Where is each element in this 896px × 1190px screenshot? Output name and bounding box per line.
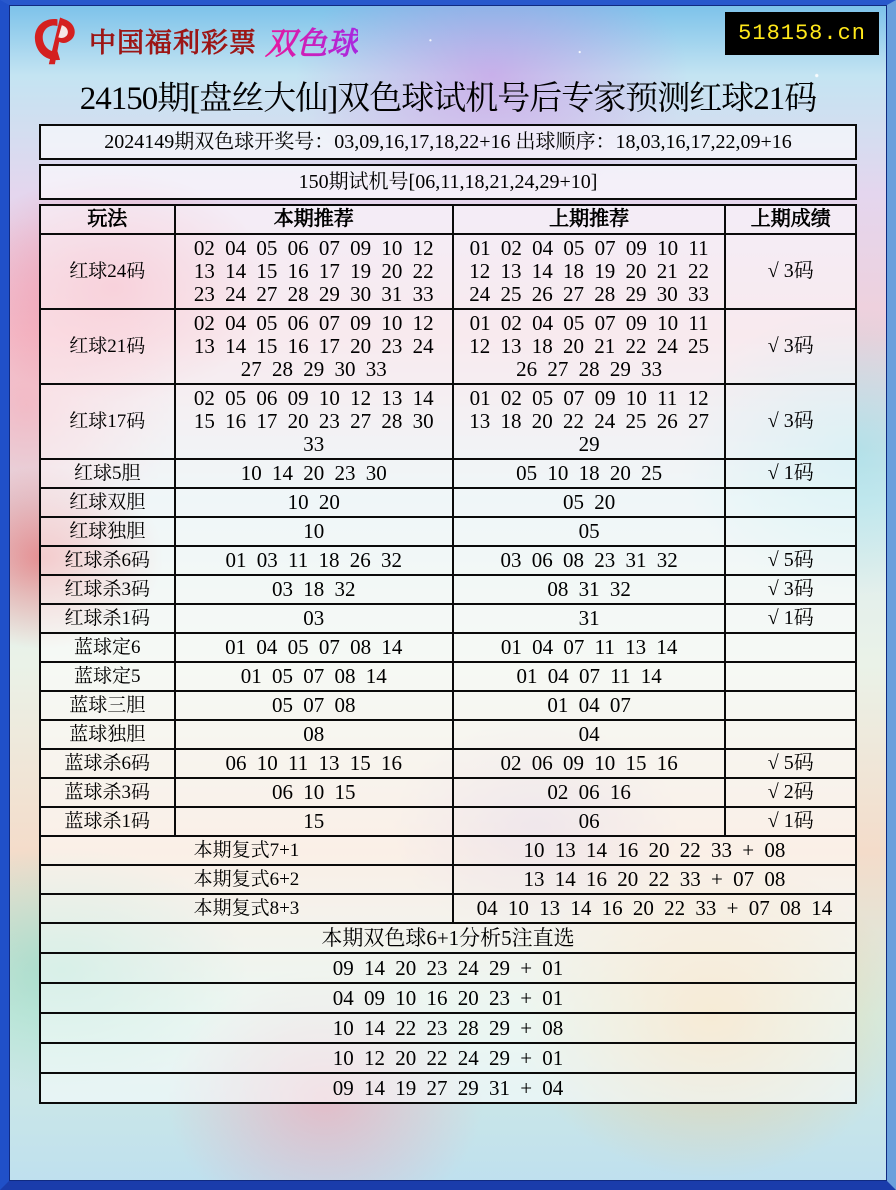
play-type-cell: 红球24码 <box>40 234 175 309</box>
table-row <box>40 459 856 488</box>
prediction-table <box>39 204 857 1104</box>
previous-cell: 04 <box>453 720 726 749</box>
table-header-row <box>40 205 856 234</box>
play-type-cell: 蓝球杀1码 <box>40 807 175 836</box>
play-type-cell: 蓝球独胆 <box>40 720 175 749</box>
column-header-result: 上期成绩 <box>725 205 856 234</box>
main-content <box>39 124 857 1104</box>
previous-cell: 02 06 09 10 15 16 <box>453 749 726 778</box>
result-cell <box>725 488 856 517</box>
result-cell: √ 1码 <box>725 807 856 836</box>
analysis-title-cell: 本期双色球6+1分析5注直选 <box>40 923 856 953</box>
current-cell: 15 <box>175 807 453 836</box>
previous-cell: 01 02 04 05 07 09 10 11 12 13 18 20 21 22 24 25 26 27 28 29 33 <box>453 309 726 384</box>
compound-row <box>40 865 856 894</box>
table-row <box>40 488 856 517</box>
direct-pick-cell: 09 14 19 27 29 31 + 04 <box>40 1073 856 1103</box>
table-row <box>40 384 856 459</box>
table-row <box>40 575 856 604</box>
compound-label-cell: 本期复式7+1 <box>40 836 453 865</box>
table-row <box>40 720 856 749</box>
analysis-title-row <box>40 923 856 953</box>
test-number-box: 150期试机号[06,11,18,21,24,29+10] <box>39 164 857 200</box>
logo-accent-text: 双色球 <box>265 18 358 63</box>
result-cell: √ 1码 <box>725 604 856 633</box>
previous-cell: 01 04 07 <box>453 691 726 720</box>
result-cell: √ 3码 <box>725 384 856 459</box>
current-cell: 03 18 32 <box>175 575 453 604</box>
column-header-previous: 上期推荐 <box>453 205 726 234</box>
compound-label-cell: 本期复式8+3 <box>40 894 453 923</box>
table-row <box>40 691 856 720</box>
table-row <box>40 604 856 633</box>
previous-cell: 01 02 05 07 09 10 11 12 13 18 20 22 24 25 26 27 29 <box>453 384 726 459</box>
previous-cell: 02 06 16 <box>453 778 726 807</box>
play-type-cell: 蓝球定5 <box>40 662 175 691</box>
column-header-current: 本期推荐 <box>175 205 453 234</box>
result-cell: √ 3码 <box>725 309 856 384</box>
current-cell: 01 05 07 08 14 <box>175 662 453 691</box>
result-cell <box>725 691 856 720</box>
site-header <box>9 5 887 69</box>
previous-cell: 01 04 07 11 14 <box>453 662 726 691</box>
table-row <box>40 749 856 778</box>
current-cell: 10 14 20 23 30 <box>175 459 453 488</box>
play-type-cell: 蓝球杀6码 <box>40 749 175 778</box>
compound-value-cell: 04 10 13 14 16 20 22 33 + 07 08 14 <box>453 894 856 923</box>
current-cell: 08 <box>175 720 453 749</box>
current-cell: 10 <box>175 517 453 546</box>
current-cell: 01 04 05 07 08 14 <box>175 633 453 662</box>
compound-row <box>40 894 856 923</box>
direct-pick-cell: 10 12 20 22 24 29 + 01 <box>40 1043 856 1073</box>
previous-cell: 01 02 04 05 07 09 10 11 12 13 14 18 19 20 21 22 24 25 26 27 28 29 30 33 <box>453 234 726 309</box>
play-type-cell: 红球双胆 <box>40 488 175 517</box>
compound-row <box>40 836 856 865</box>
previous-cell: 03 06 08 23 31 32 <box>453 546 726 575</box>
page-title: 24150期[盘丝大仙]双色球试机号后专家预测红球21码 <box>79 81 817 117</box>
direct-pick-row <box>40 953 856 983</box>
table-row <box>40 517 856 546</box>
result-cell <box>725 517 856 546</box>
table-row <box>40 546 856 575</box>
previous-cell: 01 04 07 11 13 14 <box>453 633 726 662</box>
table-row <box>40 807 856 836</box>
table-row <box>40 234 856 309</box>
draw-result-box: 2024149期双色球开奖号：03,09,16,17,18,22+16 出球顺序：18,03,16,17,22,09+16 <box>39 124 857 160</box>
result-cell: √ 5码 <box>725 749 856 778</box>
table-row <box>40 662 856 691</box>
result-cell <box>725 662 856 691</box>
play-type-cell: 红球21码 <box>40 309 175 384</box>
compound-value-cell: 10 13 14 16 20 22 33 + 08 <box>453 836 856 865</box>
current-cell: 02 04 05 06 07 09 10 12 13 14 15 16 17 20 23 24 27 28 29 30 33 <box>175 309 453 384</box>
play-type-cell: 蓝球定6 <box>40 633 175 662</box>
current-cell: 10 20 <box>175 488 453 517</box>
play-type-cell: 红球5胆 <box>40 459 175 488</box>
play-type-cell: 红球杀1码 <box>40 604 175 633</box>
current-cell: 03 <box>175 604 453 633</box>
table-row <box>40 778 856 807</box>
result-cell: √ 3码 <box>725 234 856 309</box>
play-type-cell: 红球独胆 <box>40 517 175 546</box>
previous-cell: 05 <box>453 517 726 546</box>
current-cell: 05 07 08 <box>175 691 453 720</box>
table-row <box>40 309 856 384</box>
china-welfare-lottery-logo-icon <box>27 14 81 66</box>
previous-cell: 05 10 18 20 25 <box>453 459 726 488</box>
current-cell: 06 10 15 <box>175 778 453 807</box>
direct-pick-row <box>40 983 856 1013</box>
previous-cell: 08 31 32 <box>453 575 726 604</box>
compound-label-cell: 本期复式6+2 <box>40 865 453 894</box>
table-row <box>40 633 856 662</box>
current-cell: 06 10 11 13 15 16 <box>175 749 453 778</box>
current-cell: 02 04 05 06 07 09 10 12 13 14 15 16 17 19 20 22 23 24 27 28 29 30 31 33 <box>175 234 453 309</box>
play-type-cell: 红球杀6码 <box>40 546 175 575</box>
direct-pick-row <box>40 1073 856 1103</box>
direct-pick-row <box>40 1043 856 1073</box>
result-cell: √ 1码 <box>725 459 856 488</box>
column-header-playtype: 玩法 <box>40 205 175 234</box>
result-cell: √ 2码 <box>725 778 856 807</box>
direct-pick-cell: 04 09 10 16 20 23 + 01 <box>40 983 856 1013</box>
result-cell <box>725 633 856 662</box>
site-badge: 518158.cn <box>725 12 879 55</box>
result-cell <box>725 720 856 749</box>
logo-text: 中国福利彩票 <box>89 27 257 58</box>
previous-cell: 31 <box>453 604 726 633</box>
result-cell: √ 5码 <box>725 546 856 575</box>
direct-pick-row <box>40 1013 856 1043</box>
previous-cell: 06 <box>453 807 726 836</box>
direct-pick-cell: 10 14 22 23 28 29 + 08 <box>40 1013 856 1043</box>
play-type-cell: 红球17码 <box>40 384 175 459</box>
play-type-cell: 红球杀3码 <box>40 575 175 604</box>
current-cell: 01 03 11 18 26 32 <box>175 546 453 575</box>
current-cell: 02 05 06 09 10 12 13 14 15 16 17 20 23 27 28 30 33 <box>175 384 453 459</box>
compound-value-cell: 13 14 16 20 22 33 + 07 08 <box>453 865 856 894</box>
play-type-cell: 蓝球杀3码 <box>40 778 175 807</box>
direct-pick-cell: 09 14 20 23 24 29 + 01 <box>40 953 856 983</box>
result-cell: √ 3码 <box>725 575 856 604</box>
previous-cell: 05 20 <box>453 488 726 517</box>
play-type-cell: 蓝球三胆 <box>40 691 175 720</box>
